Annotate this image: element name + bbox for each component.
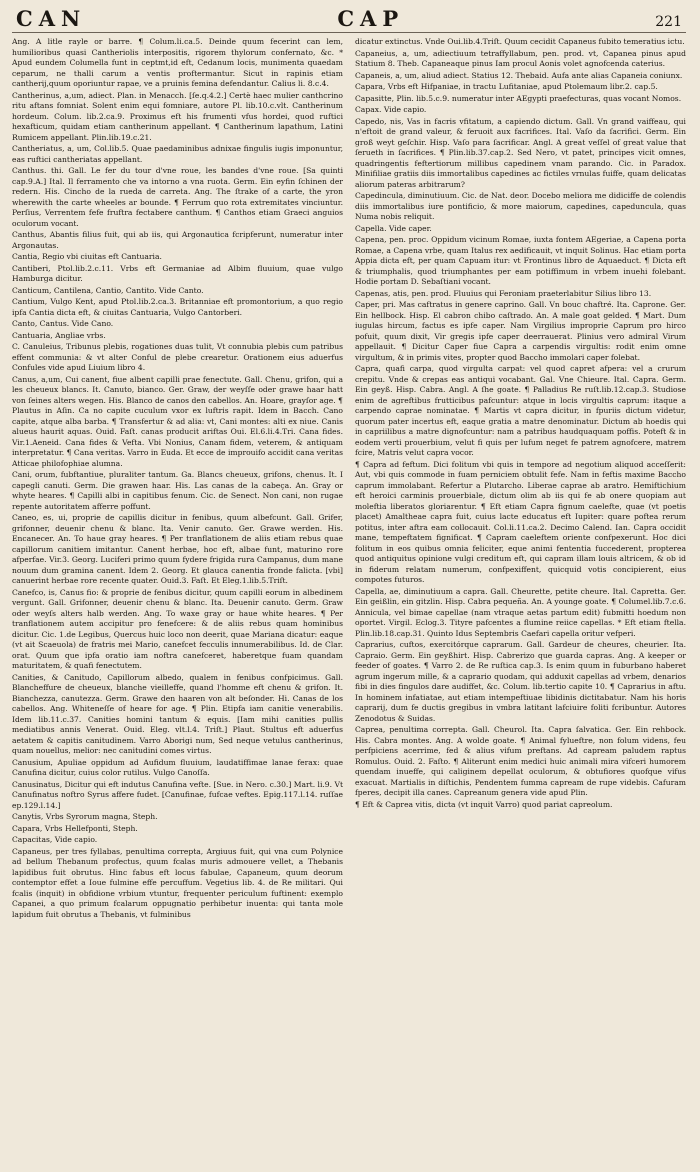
- running-header: [12, 6, 686, 33]
- left-column-entry: Cantuaria, Angliae vrbs.: [12, 330, 106, 340]
- right-column-entry: Capena, pen. proc. Oppidum vicinum Romae, iuxta fontem AEgeriae, a Capena porta Romae, a Capena vrbe, quam Italus rex aedificauit, vt inquit Solinus. Hac etiam porta Appia dicta eft, per quam Capuam itur: vt Frontinus libro de Aquaeduct. ¶ Dicta eft & triumphalis, quod triumphantes per eam potiffimum in vrbem inuehi folebant. Hodie portam D. Sebaſtiani vocant.: [355, 235, 686, 286]
- right-running-head: CAP: [337, 6, 405, 31]
- left-column-entry: Canefco, is, Canus fio: & proprie de fenibus dicitur, quum capilli eorum in albedinem vergunt. Gall. Grifonner, deuenir chenu & blanc. Ita. Deuenir canuto. Germ. Graw oder weyſs alters halb werden. Ang. To waxe gray or haue white heares. ¶ Per tranflationem autem accipitur pro fenefcere: & de aliis rebus quam hominibus dicitur. Cic. 1.de Legibus, Quercus huic loco non deerit, quae Mariana dicatur: eaque (vt ait Scaeuola) de fratris mei Mario, canefcet fecculis innumerabilibus. Id. de Clar. orat. Quum que ipfa oratio iam noftra canefceret, haberetque fuam quandam maturitatem, & quafi fenectutem.: [12, 587, 343, 670]
- left-column-entry: Ang. A litle rayle or barre. ¶ Colum.li.ca.5. Deinde quum fecerint can lem, humilioribus quasi Cantheriolis interpositis, rigorem thylorum confernato, &c. * Apud eundem Columella funt in ceptmt,id eft, Cedanum locis, munimenta quaedam ceparum, ne thalli carum a ventis proftermantur. Sicut in rapinis etiam cantherij,quum oporiuntur rapae, ve a pruinis femina defendantur. Calius li. 8.c.4.: [12, 37, 343, 88]
- right-column-entry: Capedo, nis, Vas in facris vfitatum, a capiendo dictum. Gall. Vn grand vaiffeau, qui n'eftoit de grand valeur, & feruoit aux facrifices. Ital. Vaſo da ſacrifici. Germ. Ein groß weyt geſchir. Hisp. Vaſo para ſacrificar. Angl. A great veſſel of great value that ſerueth in ſacrifices. ¶ Plin.lib.37.cap.2. Sed Nero, vt patet, principes vicit omnes, quadringentis feftertiorum millibus capedinem vnam parando. Cic. in Paradox. Minifiliae gratiis diis immortalibus capedines ac fictiles vrnulas fuiffe, quam delicatas aliorum pateras arbitrarum?: [355, 116, 686, 189]
- page-number: 221: [655, 14, 682, 30]
- left-column-entry: Capacitas, Vide capio.: [12, 835, 98, 844]
- right-column-entry: Capella, ae, diminutiuum a capra. Gall. Cheurette, petite cheure. Ital. Capretta. Ger. Ein geißlin, ein gitzlin. Hisp. Cabra pequeña. An. A younge goate. ¶ Columel.lib.7.c.6. Annicula, vel bimae capellae (nam vtraque aetas partum edit) fubmitti hoedum non oportet. Virgil. Eclog.3. Tityre pafcentes a flumine reiice capellas. * Eft etiam ftella. Plin.lib.18.cap.31. Quinto Idus Septembris Caefari capella oritur vefperi.: [355, 586, 686, 638]
- left-column-entry: Canusinatus, Dicitur qui eft indutus Canufina vefte. [Sue. in Nero. c.30.] Mart. li.9. Vt Canufinatus noftro Syrus affere fudet. [Canufinae, fufcae veftes. Epig.117.l.14. ruſſae ep.129.l.14.]: [12, 779, 343, 810]
- left-column-entry: Capaneus, per tres fyllabas, penultima correpta, Argiuus fuit, qui vna cum Polynice ad bellum Thebanum profectus, quum fcalas muris admouere vellet, a Thebanis lapidibus fuit obrutus. Hinc fabus eft locus fabulae, Capaneum, quum deorum contemptor effet a Ioue fulmine effe percuffum. Vegetius lib. 4. de Re militari. Qui fcalis (inquit) in obfidione vrbium vtuntur, frequenter periculum fuftinent: exemplo Capanei, a quo primum fcalarum oppugnatio perhibetur inuenta: qui tanta mole lapidum fuit obrutus a Thebanis, vt fulminibus: [12, 846, 343, 919]
- right-column-entry: Capaneis, a, um, aliud adiect. Statius 12. Thebaid. Aufa ante alias Capaneia coniunx.: [355, 70, 683, 80]
- right-column-entry: Caprea, penultima correpta. Gall. Cheurol. Ita. Capra ſalvatica. Ger. Ein rehbock. His. Cabra montes. Ang. A wolde goate. ¶ Animal fylueftre, non folum videns, feu perfpiciens acerrime, fed & alius vifum preftans. Ad capream paludem raptus Romulus. Ouid. 2. Faſto. ¶ Aliterunt enim medici huic animali mira vifceri humorem quendam inueffe, qui caliginem depellat oculorum, & obtufiores quofque vifus exacuat. Martialis in diſtichis, Pendentem fumma capream de rupe videbis. Cafuram fperes, decipit illa canes. Capreanum genera vide apud Plin.: [355, 725, 686, 797]
- left-column: [12, 37, 343, 921]
- right-column-entry: dicatur extinctus. Vnde Oui.lib.4.Triſt. Quum cecidit Capaneus fubito temeratius ictu.: [355, 37, 685, 46]
- right-column-entry: ¶ Capra ad feftum. Dici folitum vbi quis in tempore ad negotium aliquod acceſſerit: Aut, vbi quis commode in fuam perniciem obtulit fefe. Nam in feftis maxime Baccho caprum immolabant. Refertur a Plutarcho. Liberae caprae ab aratro. Hemiftichium eft heroici carminis prouerbiale, dictum olim ab iis qui fe ab onere quopiam aut moleftia liberatos gloriarentur. ¶ Eft etiam Capra fignum caelefte, quae (vt poetis placet) Amaltheae capra fuit, cuius lacte educatus eft Iupiter: quare poftea rerum potitus, inter aftra eam collocauit. Col.li.11.ca.2. Decimo Calend. Ian. Capra occidit mane, tempeftatem fignificat. ¶ Capram caeleftem oriente confpexerunt. Hoc dici folitum in eos quibus omnia feliciter, eque animi fententia fuccederent, propterea quod antiquitus opinione vulgi creditum eft, qui capram illam louis altricem, & ob id in fiderum relatam numerum, confpexiffent, quicquid votis concipierent, eius compotes futuros.: [355, 459, 686, 584]
- left-column-entry: Cani, orum, fubftantiue, pluraliter tantum. Ga. Blancs cheueux, grifons, chenus. It. I capegli canuti. Germ. Die grawen haar. His. Las canas de la cabeça. An. Gray or whyte heares. ¶ Capilli albi in capitibus fenum. Cic. de Senect. Non cani, non rugae repente autoritatem afferre poffunt.: [12, 470, 343, 511]
- right-column-entry: Capax. Vide capio.: [355, 105, 427, 114]
- right-column-entry: Capella. Vide caper.: [355, 223, 432, 233]
- left-column-entry: Cantia, Regio vbi ciuitas eft Cantuaria.: [12, 252, 162, 261]
- left-column-entry: Cantium, Vulgo Kent, apud Ptol.lib.2.ca.3. Britanniae eft promontorium, a quo regio ipfa Cantia dicta eft, & ciuitas Cantuaria, Vulgo Cantorberi.: [12, 297, 343, 317]
- left-column-entry: Cantherinus, a,um, adiect. Plan. in Menacch. [ſe.q.4.2.] Certè haec mulier canthcrino ritu aftans fomniat. Solent enim equi fomniare, autore Pl. lib.10.c.vlt. Cantherinum hordeum. Colum. lib.2.ca.9. Proximus eft his frumenti vfus hordei, quod ruftici hexafticum, quidam etiam cantherinum appellant. ¶ Cantherinum lapathum, Latini Rumicem appellant. Plin.lib.19.c.21.: [12, 90, 343, 142]
- left-column-entry: Cantheriatus, a, um, Col.lib.5. Quae paedaminibus adnixae fingulis iugis imponuntur, eas ruftici cantheriatas appellant.: [12, 144, 343, 164]
- left-column-entry: Canytis, Vrbs Syrorum magna, Steph.: [12, 812, 158, 821]
- right-column-entry: Caprarius, cuftos, exercitórque caprarum. Gall. Gardeur de cheures, cheurier. Ita. Capraio. Germ. Ein geyßhirt. Hisp. Cabrerizo que guarda capras. Ang. A keeper or feeder of goates. ¶ Varro 2. de Re ruſtica cap.3. Is enim quum in fuburbano haberet agrum ingerum mille, & a caprario quodam, qui adduxit capellas ad vrbem, denarios fibi in dies fingulos dare audiffet, &c. Colum. lib.tertio capite 10. ¶ Caprarius in aftu. In hominem infatiatae, aut etiam intempeftiuae libidinis dictitabatur. Nam his horis caprarij, dum fe ductis gregibus in vmbra latitant lafciuire foliti fcribuntur. Autores Zenodotus & Suidas.: [355, 640, 686, 723]
- left-column-entry: Canto, Cantus. Vide Cano.: [12, 319, 114, 328]
- left-column-entry: Canticum, Cantilena, Cantio, Cantito. Vide Canto.: [12, 285, 204, 295]
- left-column-entry: Canusium, Apuliae oppidum ad Aufidum fluuium, laudatiffimae lanae ferax: quae Canufina dicitur, cuius color rutilus. Vulgo Canoſſa.: [12, 757, 343, 777]
- left-column-entry: Canthus. thi. Gall. Le fer du tour d'vne roue, les bandes d'vne roue. [Sa quinti cap.9.A.] Ital. Il ferramento che va intorno a vna ruota. Germ. Ein eyfin ſchinen der redern. His. Cincho de la rueda de carreta. Ang. The ſtrake of a carte, the yron wherewith the carte wheeles ar bounde. ¶ Ferrum quo rota extremitates vinciuntur. Perſius, Verrentem fefe fruftra fectabere canthum. ¶ Canthos etiam Graeci anguios oculorum vocant.: [12, 166, 343, 228]
- left-column-entry: Capara, Vrbs Hellefponti, Steph.: [12, 823, 138, 833]
- right-column-entry: Capenas, atis, pen. prod. Fluuius qui Feroniam praeterlabitur Silius libro 13.: [355, 288, 652, 298]
- left-column-entry: Cantiberi, Ptol.lib.2.c.11. Vrbs eft Germaniae ad Albim fluuium, quae vulgo Hamburga dicitur.: [12, 263, 343, 283]
- left-column-entry: Canus, a,um, Cui canent, fiue albent capilli prae fenectute. Gall. Chenu, grifon, qui a les cheueux blancs. It. Canuto, bianco. Ger. Graw, der weyſſe oder grawe haar hatt von ſeines alters wegen. His. Blanco de canos den cabellos. An. Hoare, grayſor age. ¶ Plautus in Aſin. Ca no capite cuculum vxor ex luftris rapit. Idem in Bacch. Cano capite, atque alba barba. ¶ Transfertur & ad alia: vt, Cani montes: alti ex niue. Canis alueus haurit aquas. Ouid. Faſt. canas producit ariftas Oui. El.6.li.4.Tri. Cana fides. Vir.1.Aeneid. Cana fides & Vefta. Vbi Nonius, Canam fidem, veterem, & antiquam interpretatur. ¶ Cana veritas. Varro in Euda. Et ecce de improuifo accidit cana veritas Atticae philofophiae alumna.: [12, 374, 343, 468]
- right-column: [355, 37, 686, 921]
- left-column-entry: C. Canuleius, Tribunus plebis, rogationes duas tulit, Vt connubia plebis cum patribus effent communia: & vt alter Conful de plebe crearetur. Orationem eius aduerfus Confules vide apud Liuium libro 4.: [12, 342, 343, 372]
- right-column-entry: ¶ Eft & Caprea vitis, dicta (vt inquit Varro) quod pariat capreolum.: [355, 799, 613, 809]
- right-column-entry: Capara, Vrbs eft Hifpaniae, in tractu Lufitaniae, apud Ptolemaum libr.2. cap.5.: [355, 82, 658, 91]
- left-column-entry: Caneo, es, ui, proprie de capillis dicitur in fenibus, quum albefcunt. Gall. Grifer, grifonner, deuenir chenu & blanc. Ita. Venir canuto. Ger. Grawe werden. His. Encanecer. An. To haue gray heares. ¶ Per tranflationem de aliis etiam rebus quae capillorum canitiem imitantur. Canent herbae, hoc eft, albae funt, maturino rore afperfae. Vir.3. Georg. Luciferi primo quum fydere frigida rura Campanus, dum mane nouum dum gramina canent. Idem 2. Georg. Et glauca canentia fronde falicta. [vbi] canuerint herbae rore recente quater. Ouid.3. Faſt. Et Eleg.1.lib.5.Triſt.: [12, 513, 343, 585]
- right-column-entry: Capra, quafi carpa, quod virgulta carpat: vel quod capret afpera: vel a crurum crepitu. Vnde & crepas eas antiqui vocabant. Gal. Vne Chieure. Ital. Capra. Germ. Ein geyß. Hisp. Cabra. Angl. A ſhe goate. ¶ Palladius Re ruſt.lib.12.cap.3. Studiose enim de agreftibus frutticibus pafcuntur: atque in locis virgultis caprum: itaque a carpendo caprae nominatae. ¶ Martis vt capra dicitur, in fpuriis dictum videtur, quorum pater incertus eft, eaque gratia a matre denominatur. Dictum ab hoedis qui in capriilibus a matre dignofcuntur: nam a patribus haudquaquam poffis. Poteft & in eodem verti prouerbium, velut fi quis per lufum neget fe patrem agnofcere, matrem fcire, Matris velut capra vocor.: [355, 364, 686, 457]
- right-column-entry: Caper, pri. Mas caftratus in genere caprino. Gall. Vn bouc chaftré. Ita. Caprone. Ger. Ein hellbock. Hisp. El cabron chibo caſtrado. An. A male goat gelded. ¶ Mart. Dum iugulas hircum, factus es ipfe caper. Nam Virgilius improprie Caprum pro hirco pofuit, quum dixit, Vir gregis ipfe caper deerrauerat. Plinius vero admiral Virum appellauit. ¶ Dicitur Caper fiue Capra a carpendis virgultis: rodit enim omne virgultum, & in primis vites, propter quod Baccho immolari caper folebat.: [355, 300, 686, 362]
- left-column-entry: Canthus, Abantis filius fuit, qui ab iis, qui Argonautica fcripferunt, numeratur inter Argonautas.: [12, 230, 343, 250]
- right-column-entry: Capaneius, a, um, adiectiuum tetraffyllabum, pen. prod. vt, Capanea pinus apud Statium 8. Theb. Capaneaque pinus Iam procul Aonis volet agnofcenda caterius.: [355, 48, 686, 68]
- left-running-head: CAN: [16, 6, 87, 31]
- right-column-entry: Capasitte, Plin. lib.5.c.9. numeratur inter AEgypti praefecturas, quas vocant Nomos.: [355, 93, 682, 103]
- right-column-entry: Capedincula, diminutiuum. Cic. de Nat. deor. Docebo meliora me didiciffe de colendis diis immortalibus iure pontificio, & more maiorum, capedines, capeduncula, quas Numa nobis reliquit.: [355, 191, 686, 221]
- left-column-entry: Canities, & Canitudo, Capillorum albedo, qualem in fenibus confpicimus. Gall. Blancheffure de cheueux, blanche vieilleffe, quand l'homme eft chenu & grifon. It. Bianchezza, canutezza. Germ. Grawe den haaren von alt beſonder. Hi. Canas de los cabellos. Ang. Whiteneſſe of heare for age. ¶ Plin. Etipfa iam canitie venerabilis. Idem lib.11.c.37. Canities homini tantum & equis. [Iam mihi canities pullis mediatibus annis Venerat. Ouid. Eleg. vlt.l.4. Triſt.] Plaut. Stultus eft aduerfus aetatem & capitis canitudinem. Varro Aborigi num, Sed neque vetulus cantherinus, quam nouellus, melior: nec canitudini comes virtus.: [12, 672, 343, 755]
